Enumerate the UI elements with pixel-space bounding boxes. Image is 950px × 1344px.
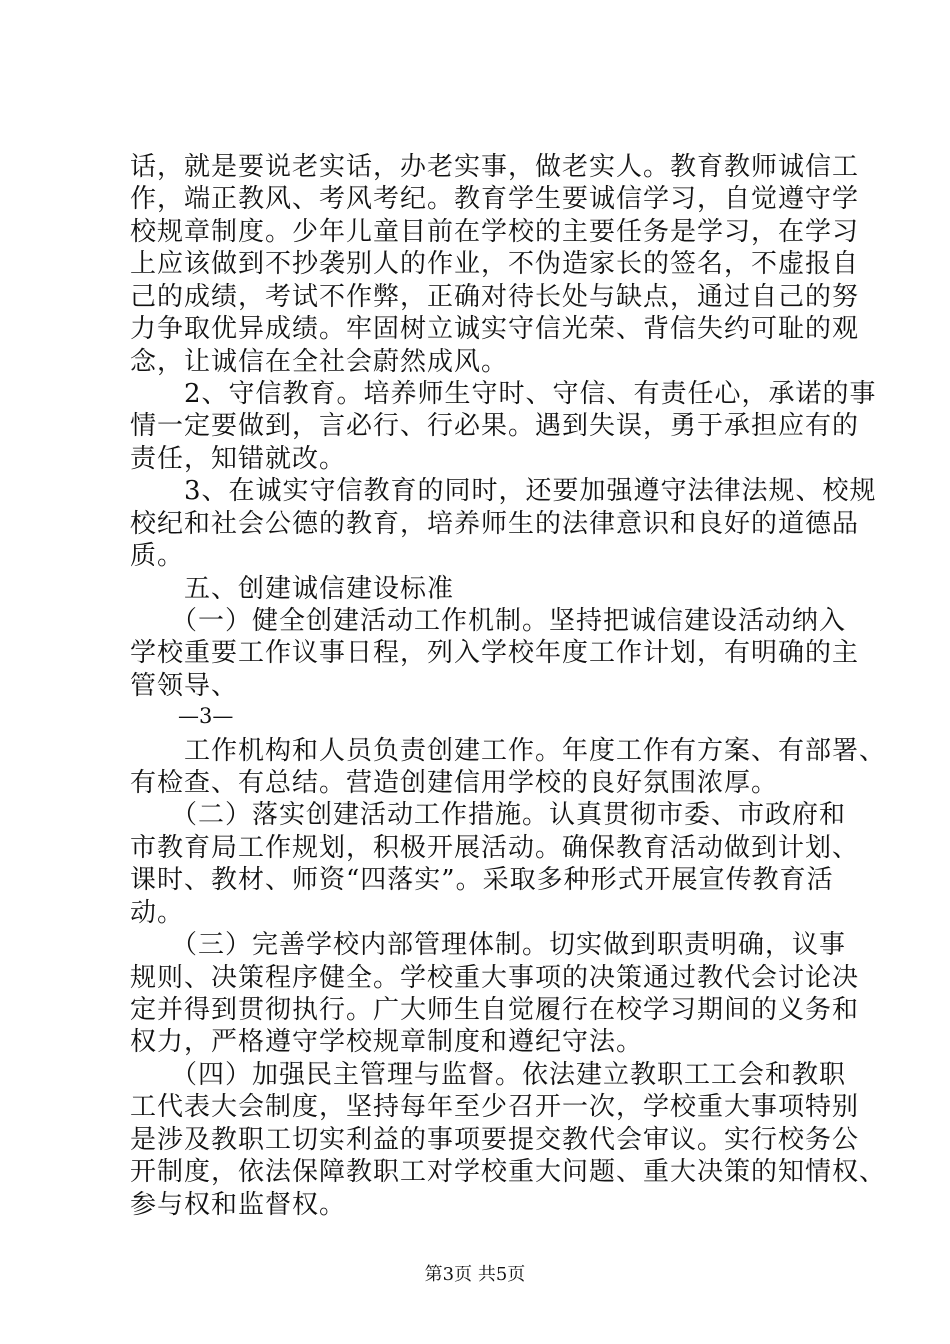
text-line: 是涉及教职工切实利益的事项要提交教代会审议。实行校务公 <box>130 1125 860 1155</box>
text-line: 权力，严格遵守学校规章制度和遵纪守法。 <box>130 1027 644 1057</box>
text-line: 课时、教材、师资“四落实”。采取多种形式开展宣传教育活 <box>130 865 834 895</box>
text-line: （三）完善学校内部管理体制。切实做到职责明确，议事 <box>130 930 847 960</box>
text-line: 作，端正教风、考风考纪。教育学生要诚信学习，自觉遵守学 <box>130 184 860 214</box>
text-line: （一）健全创建活动工作机制。坚持把诚信建设活动纳入 <box>130 606 847 636</box>
text-line: 定并得到贯彻执行。广大师生自觉履行在校学习期间的义务和 <box>130 995 860 1025</box>
text-line: （二）落实创建活动工作措施。认真贯彻市委、市政府和 <box>130 800 847 830</box>
text-line: 情一定要做到，言必行、行必果。遇到失误，勇于承担应有的 <box>130 411 860 441</box>
text-line: 学校重要工作议事日程，列入学校年度工作计划，有明确的主 <box>130 638 860 668</box>
text-line: 规则、决策程序健全。学校重大事项的决策通过教代会讨论决 <box>130 963 860 993</box>
page-marker: —3— <box>178 704 234 728</box>
text-line: 力争取优异成绩。牢固树立诚实守信光荣、背信失约可耻的观 <box>130 314 860 344</box>
text-line: 参与权和监督权。 <box>130 1190 347 1220</box>
text-line: 开制度，依法保障教职工对学校重大问题、重大决策的知情权、 <box>130 1157 887 1187</box>
section-heading: 五、创建诚信建设标准 <box>130 574 455 604</box>
text-line: 市教育局工作规划，积极开展活动。确保教育活动做到计划、 <box>130 833 860 863</box>
page-footer: 第3页 共5页 <box>424 1264 526 1285</box>
text-line: 有检查、有总结。营造创建信用学校的良好氛围浓厚。 <box>130 768 779 798</box>
text-line: 质。 <box>130 541 185 571</box>
text-line: 念，让诚信在全社会蔚然成风。 <box>130 347 509 377</box>
text-line: 工代表大会制度，坚持每年至少召开一次，学校重大事项特别 <box>130 1092 860 1122</box>
text-line: 话，就是要说老实话，办老实事，做老实人。教育教师诚信工 <box>130 152 860 182</box>
text-line: 动。 <box>130 898 185 928</box>
text-line: （四）加强民主管理与监督。依法建立教职工工会和教职 <box>130 1060 847 1090</box>
text-line: 工作机构和人员负责创建工作。年度工作有方案、有部署、 <box>130 736 887 766</box>
text-line: 校纪和社会公德的教育，培养师生的法律意识和良好的道德品 <box>130 509 860 539</box>
text-line: 2、守信教育。培养师生守时、守信、有责任心，承诺的事 <box>130 379 877 409</box>
text-line: 校规章制度。少年儿童目前在学校的主要任务是学习，在学习 <box>130 217 860 247</box>
text-line: 己的成绩，考试不作弊，正确对待长处与缺点，通过自己的努 <box>130 282 860 312</box>
text-line: 管领导、 <box>130 671 239 701</box>
text-line: 3、在诚实守信教育的同时，还要加强遵守法律法规、校规 <box>130 476 877 506</box>
text-line: 上应该做到不抄袭别人的作业，不伪造家长的签名，不虚报自 <box>130 249 860 279</box>
text-line: 责任，知错就改。 <box>130 444 347 474</box>
